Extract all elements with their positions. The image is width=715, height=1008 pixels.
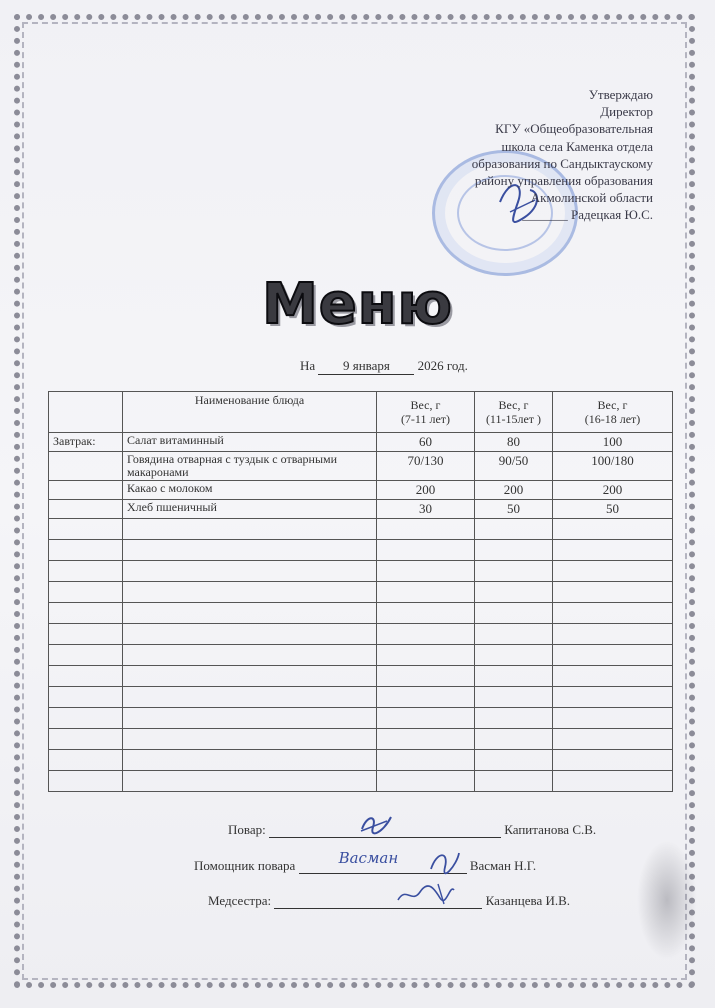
meal-cell [49, 481, 123, 500]
empty-cell [49, 687, 123, 708]
empty-cell [553, 729, 673, 750]
empty-cell [475, 624, 553, 645]
empty-cell [475, 687, 553, 708]
empty-cell [553, 540, 673, 561]
date-prefix: На [300, 358, 316, 373]
nurse-name: Казанцева И.В. [485, 893, 571, 908]
empty-cell [123, 561, 377, 582]
empty-cell [475, 750, 553, 771]
empty-cell [475, 645, 553, 666]
empty-table-row [49, 729, 673, 750]
empty-cell [123, 540, 377, 561]
empty-cell [377, 519, 475, 540]
empty-cell [123, 582, 377, 603]
empty-cell [553, 708, 673, 729]
cook-name: Капитанова С.В. [504, 822, 597, 837]
date-line [300, 358, 468, 375]
meal-cell: Завтрак: [49, 433, 123, 452]
empty-cell [553, 603, 673, 624]
empty-cell [123, 687, 377, 708]
empty-cell [49, 582, 123, 603]
scan-smudge [637, 840, 697, 960]
empty-cell [123, 750, 377, 771]
empty-table-row [49, 645, 673, 666]
header-weight-16-18: Вес, г (16-18 лет) [553, 392, 673, 433]
weight-11-15-cell: 90/50 [475, 452, 553, 481]
empty-cell [377, 624, 475, 645]
empty-cell [553, 582, 673, 603]
empty-cell [377, 666, 475, 687]
weight-16-18-cell: 50 [553, 500, 673, 519]
table-row [49, 452, 673, 481]
empty-cell [377, 582, 475, 603]
empty-cell [49, 519, 123, 540]
empty-cell [123, 603, 377, 624]
nurse-signature [394, 880, 458, 908]
date-value: 9 января [318, 358, 414, 375]
nurse-signature-row [208, 893, 570, 909]
empty-cell [377, 645, 475, 666]
header-dish: Наименование блюда [123, 392, 377, 433]
weight-7-11-cell: 60 [377, 433, 475, 452]
empty-cell [49, 666, 123, 687]
empty-cell [475, 666, 553, 687]
empty-cell [377, 708, 475, 729]
empty-cell [377, 561, 475, 582]
date-suffix: 2026 год. [417, 358, 468, 373]
empty-cell [475, 582, 553, 603]
empty-cell [123, 519, 377, 540]
header-meal [49, 392, 123, 433]
empty-table-row [49, 603, 673, 624]
empty-cell [49, 624, 123, 645]
weight-11-15-cell: 200 [475, 481, 553, 500]
empty-cell [553, 750, 673, 771]
empty-cell [49, 645, 123, 666]
empty-cell [553, 624, 673, 645]
empty-table-row [49, 624, 673, 645]
empty-cell [553, 645, 673, 666]
meal-cell [49, 500, 123, 519]
cook-signature-row [228, 822, 596, 838]
weight-16-18-cell: 100 [553, 433, 673, 452]
dish-cell: Какао с молоком [123, 481, 377, 500]
empty-cell [553, 666, 673, 687]
approval-line: району управления образования [474, 173, 653, 189]
page-title: Меню [262, 272, 453, 337]
empty-cell [123, 729, 377, 750]
empty-cell [475, 771, 553, 792]
empty-table-row [49, 519, 673, 540]
approval-block [413, 86, 653, 224]
cook-signature [357, 811, 397, 837]
empty-cell [123, 771, 377, 792]
empty-cell [475, 540, 553, 561]
empty-cell [553, 561, 673, 582]
empty-cell [49, 540, 123, 561]
assistant-label: Помощник повара [194, 858, 296, 873]
table-header-row [49, 392, 673, 433]
empty-cell [553, 519, 673, 540]
weight-11-15-cell: 50 [475, 500, 553, 519]
empty-cell [377, 687, 475, 708]
empty-cell [553, 771, 673, 792]
assistant-handwritten-signature: Васман [338, 849, 399, 867]
approval-line: Акмолинской области [530, 190, 653, 206]
assistant-signature-row [194, 849, 537, 874]
cook-signature-line [269, 823, 501, 838]
empty-cell [475, 603, 553, 624]
table-row [49, 433, 673, 452]
table-row [49, 481, 673, 500]
meal-cell [49, 452, 123, 481]
weight-11-15-cell: 80 [475, 433, 553, 452]
empty-table-row [49, 540, 673, 561]
empty-cell [49, 561, 123, 582]
empty-cell [123, 708, 377, 729]
approval-line: КГУ «Общеобразовательная [495, 121, 653, 137]
empty-table-row [49, 666, 673, 687]
weight-7-11-cell: 70/130 [377, 452, 475, 481]
weight-16-18-cell: 100/180 [553, 452, 673, 481]
approval-line: школа села Каменка отдела [501, 138, 653, 154]
empty-cell [49, 729, 123, 750]
nurse-signature-line [274, 894, 482, 909]
header-weight-7-11: Вес, г (7-11 лет) [377, 392, 475, 433]
empty-cell [49, 771, 123, 792]
dish-cell: Салат витаминный [123, 433, 377, 452]
empty-table-row [49, 750, 673, 771]
empty-cell [123, 624, 377, 645]
empty-cell [377, 603, 475, 624]
empty-cell [377, 729, 475, 750]
approval-line: Директор [600, 104, 653, 120]
empty-cell [475, 519, 553, 540]
approval-line: _______ Радецкая Ю.С. [522, 207, 653, 223]
empty-table-row [49, 582, 673, 603]
empty-table-row [49, 771, 673, 792]
assistant-signature-line [299, 849, 467, 874]
assistant-signature-scribble [427, 849, 463, 875]
weight-7-11-cell: 200 [377, 481, 475, 500]
empty-table-row [49, 708, 673, 729]
assistant-name: Васман Н.Г. [469, 858, 537, 873]
approval-line: образования по Сандыктаускому [471, 155, 653, 171]
approval-line: Утверждаю [588, 87, 653, 102]
empty-cell [475, 561, 553, 582]
dish-cell: Говядина отварная с туздык с отварными макаронами [123, 452, 377, 481]
nurse-label: Медсестра: [208, 893, 272, 908]
header-weight-11-15: Вес, г (11-15лет ) [475, 392, 553, 433]
empty-cell [49, 603, 123, 624]
empty-cell [123, 645, 377, 666]
empty-cell [377, 540, 475, 561]
dish-cell: Хлеб пшеничный [123, 500, 377, 519]
empty-cell [553, 687, 673, 708]
empty-cell [475, 729, 553, 750]
empty-cell [475, 708, 553, 729]
empty-cell [123, 666, 377, 687]
menu-table [48, 391, 673, 792]
empty-table-row [49, 561, 673, 582]
empty-cell [377, 771, 475, 792]
empty-cell [49, 708, 123, 729]
cook-label: Повар: [228, 822, 266, 837]
empty-cell [377, 750, 475, 771]
weight-16-18-cell: 200 [553, 481, 673, 500]
table-row [49, 500, 673, 519]
empty-cell [49, 750, 123, 771]
weight-7-11-cell: 30 [377, 500, 475, 519]
empty-table-row [49, 687, 673, 708]
